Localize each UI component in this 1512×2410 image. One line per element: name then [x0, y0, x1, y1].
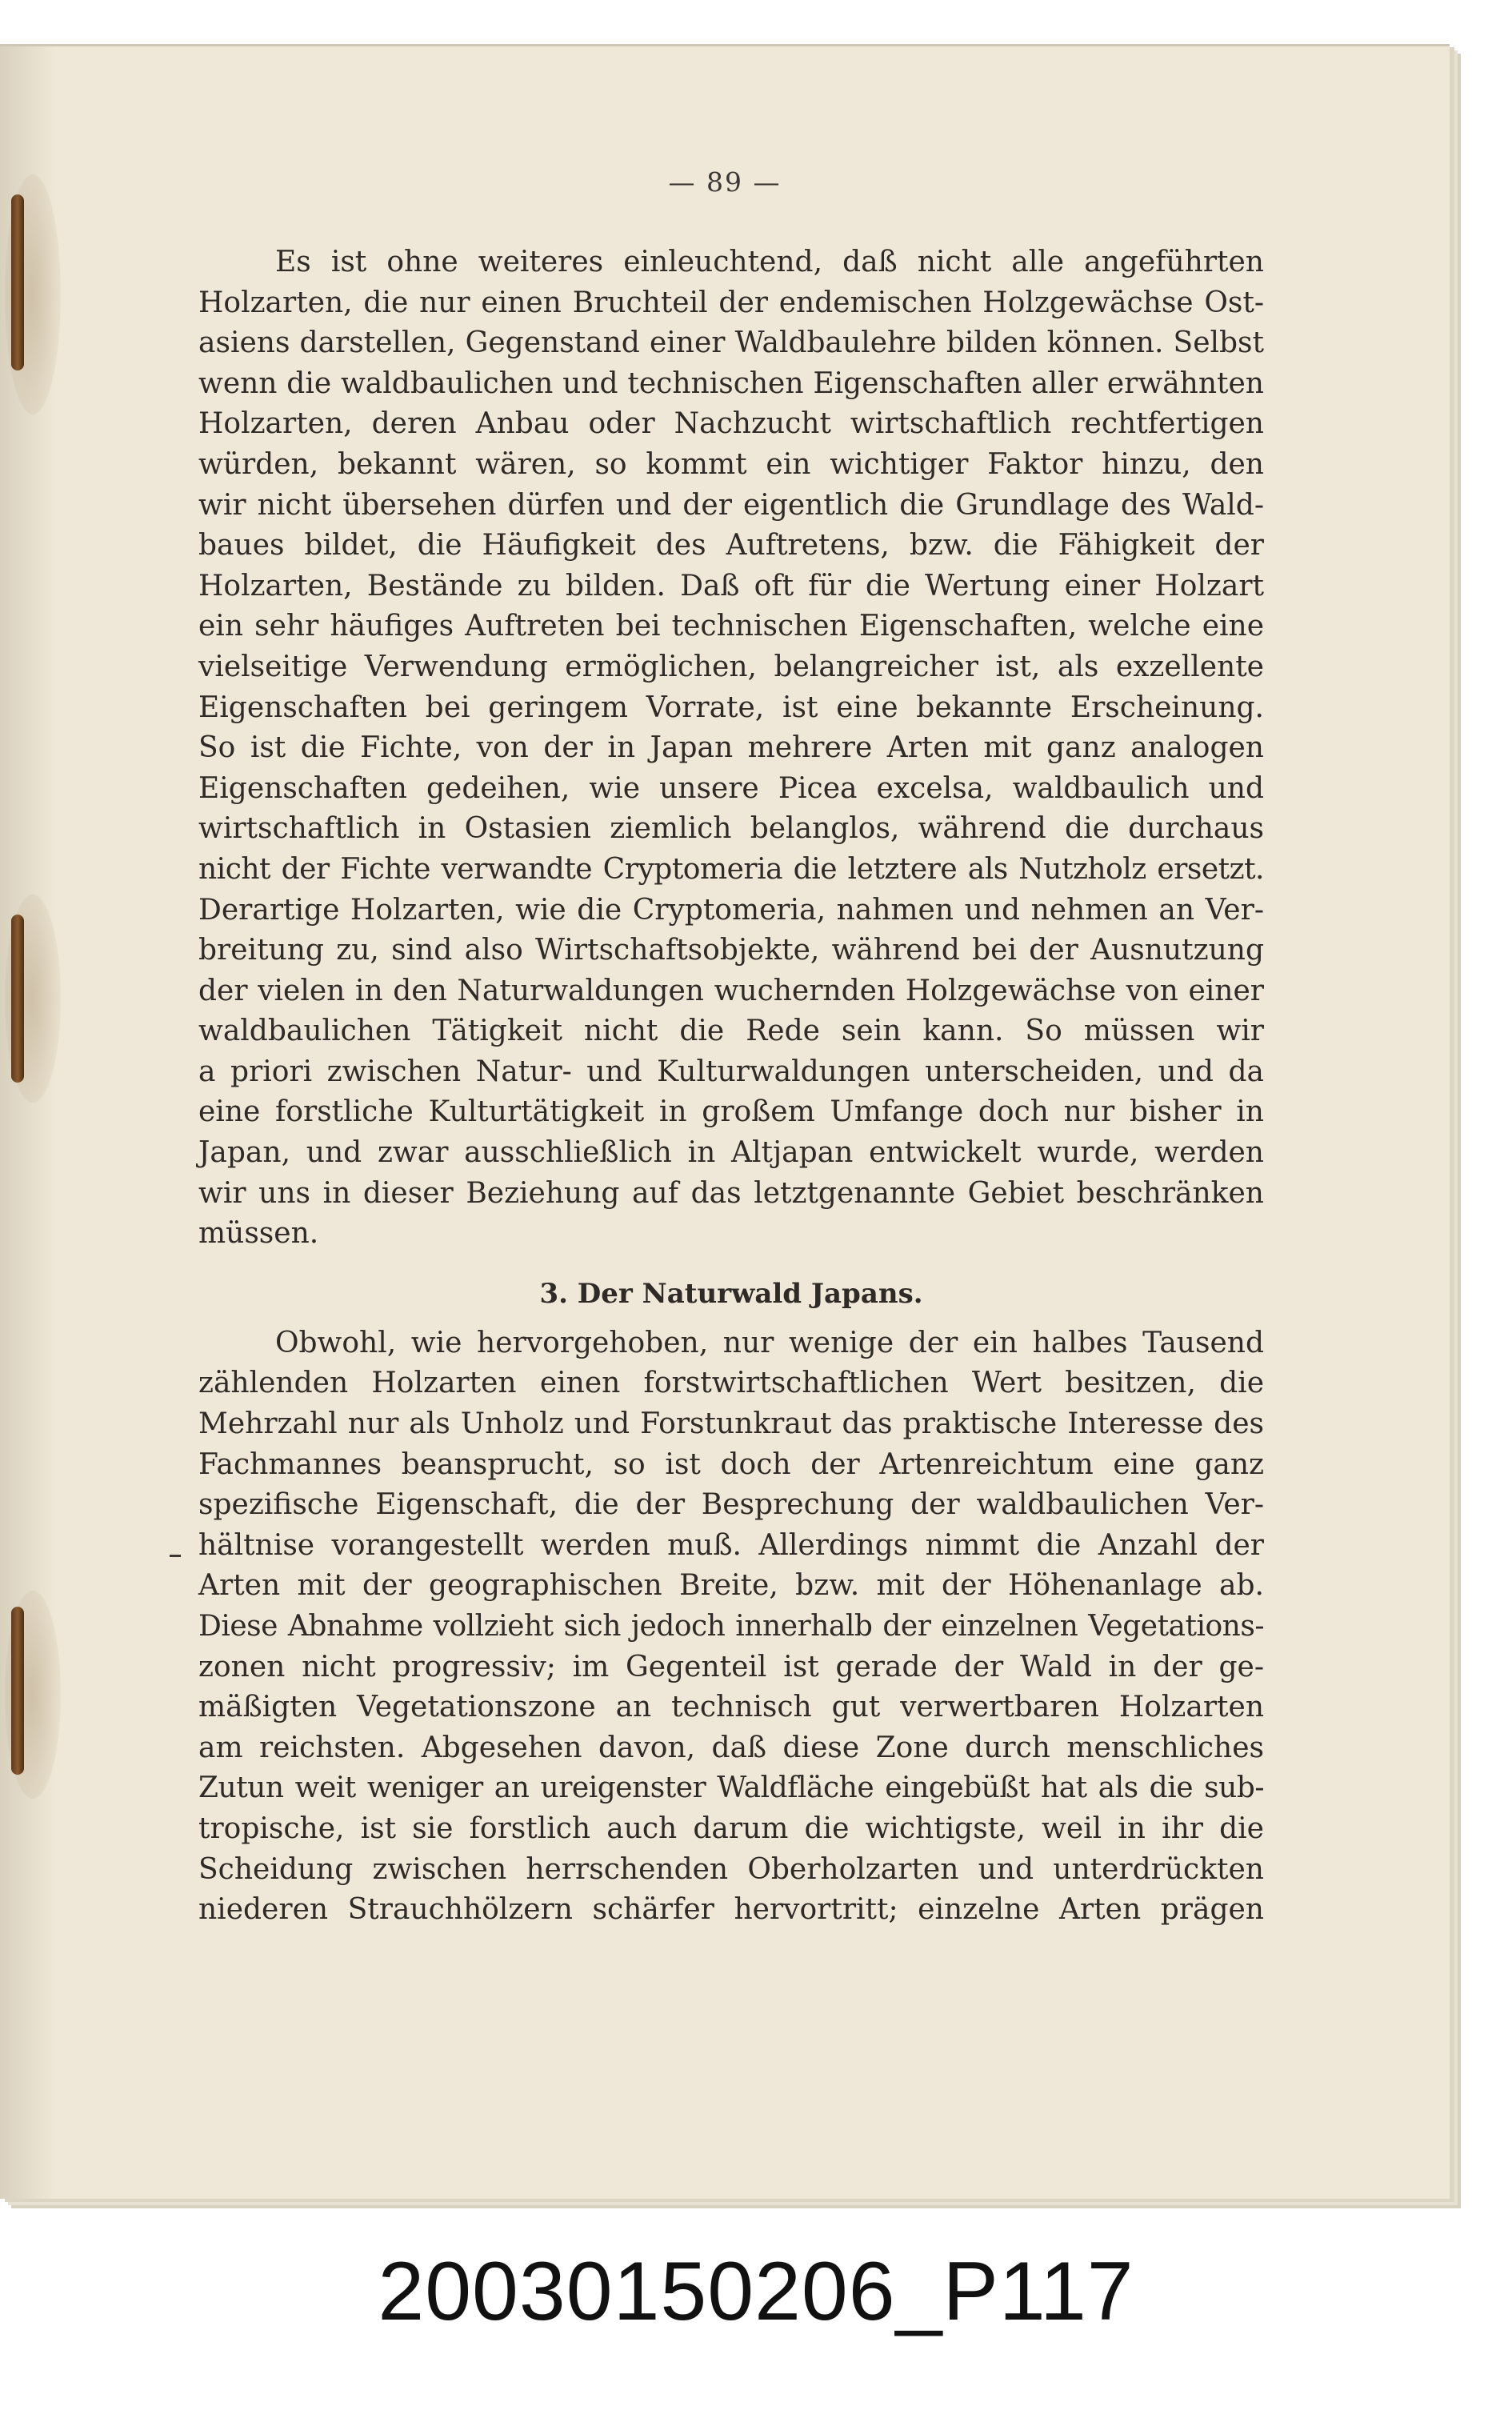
- text-line: Arten mit der geographischen Breite, bzw. mit der Höhenanlage ab.: [198, 1569, 1264, 1603]
- text-line: wenn die waldbaulichen und technischen Eigenschaften aller erwähnten: [198, 366, 1264, 400]
- text-line: Derartige Holzarten, wie die Cryptomeria, nahmen und nehmen an Ver-: [198, 893, 1264, 927]
- body-text: [198, 242, 1264, 1931]
- text-line: baues bildet, die Häufigkeit des Auftretens, bzw. die Fähigkeit der: [198, 529, 1264, 562]
- text-line: spezifische Eigenschaft, die der Besprechung der waldbaulichen Ver-: [198, 1488, 1264, 1522]
- text-line: breitung zu, sind also Wirtschaftsobjekte, während bei der Ausnutzung: [198, 934, 1264, 967]
- text-line: vielseitige Verwendung ermöglichen, belangreicher ist, als exzellente: [198, 650, 1264, 683]
- text-line: asiens darstellen, Gegenstand einer Waldbaulehre bilden können. Selbst: [198, 326, 1264, 360]
- text-line: wir uns in dieser Beziehung auf das letztgenannte Gebiet beschränken: [198, 1176, 1264, 1210]
- text-line: ein sehr häufiges Auftreten bei technischen Eigenschaften, welche eine: [198, 610, 1264, 643]
- text-line: wirtschaftlich in Ostasien ziemlich belanglos, während die durchaus: [198, 812, 1264, 846]
- text-line: Japan, und zwar ausschließlich in Altjapan entwickelt wurde, werden: [198, 1136, 1264, 1170]
- text-line: mäßigten Vegetationszone an technisch gut verwertbaren Holzarten: [198, 1691, 1264, 1724]
- text-line: Diese Abnahme vollzieht sich jedoch innerhalb der einzelnen Vegetations-: [198, 1610, 1264, 1643]
- margin-mark: [170, 1555, 181, 1557]
- text-line: niederen Strauchhölzern schärfer hervortritt; einzelne Arten prägen: [198, 1893, 1264, 1927]
- text-line: tropische, ist sie forstlich auch darum die wichtigste, weil in ihr die: [198, 1812, 1264, 1845]
- binding-stitch: [11, 1607, 24, 1775]
- text-line: Holzarten, deren Anbau oder Nachzucht wirtschaftlich rechtfertigen: [198, 407, 1264, 441]
- text-line: zählenden Holzarten einen forstwirtschaftlichen Wert besitzen, die: [198, 1367, 1264, 1400]
- text-line: zonen nicht progressiv; im Gegenteil ist gerade der Wald in der ge-: [198, 1650, 1264, 1683]
- text-line: nicht der Fichte verwandte Cryptomeria die letztere als Nutzholz ersetzt.: [198, 852, 1264, 886]
- text-line: Fachmannes beansprucht, so ist doch der Artenreichtum eine ganz: [198, 1447, 1264, 1481]
- text-line: müssen.: [198, 1217, 319, 1251]
- text-line: würden, bekannt wären, so kommt ein wichtiger Faktor hinzu, den: [198, 447, 1264, 481]
- text-line: waldbaulichen Tätigkeit nicht die Rede sein kann. So müssen wir: [198, 1015, 1264, 1048]
- page-number: — 89 —: [668, 166, 782, 198]
- text-line: am reichsten. Abgesehen davon, daß diese Zone durch menschliches: [198, 1731, 1264, 1764]
- text-line: Scheidung zwischen herrschenden Oberholzarten und unterdrückten: [198, 1852, 1264, 1886]
- text-line: Obwohl, wie hervorgehoben, nur wenige der ein halbes Tausend: [275, 1326, 1264, 1359]
- text-line: Mehrzahl nur als Unholz und Forstunkraut das praktische Interesse des: [198, 1407, 1264, 1441]
- text-line: Zutun weit weniger an ureigenster Waldfläche eingebüßt hat als die sub-: [198, 1771, 1264, 1805]
- archive-id: 20030150206_P117: [378, 2245, 1134, 2338]
- text-line: hältnise vorangestellt werden muß. Allerdings nimmt die Anzahl der: [198, 1528, 1264, 1562]
- text-line: Holzarten, die nur einen Bruchteil der endemischen Holzgewächse Ost-: [198, 286, 1264, 319]
- paragraph-2: [198, 1323, 1264, 1931]
- binding-stitch: [11, 915, 24, 1083]
- binding-stitch: [11, 194, 24, 370]
- text-line: eine forstliche Kulturtätigkeit in großem Umfange doch nur bisher in: [198, 1095, 1264, 1129]
- text-line: Eigenschaften bei geringem Vorrate, ist eine bekannte Erscheinung.: [198, 691, 1264, 724]
- book-page: [0, 44, 1450, 2199]
- text-line: wir nicht übersehen dürfen und der eigentlich die Grundlage des Wald-: [198, 488, 1264, 522]
- text-line: Es ist ohne weiteres einleuchtend, daß nicht alle angeführten: [275, 246, 1264, 278]
- text-line: So ist die Fichte, von der in Japan mehrere Arten mit ganz analogen: [198, 731, 1264, 765]
- paragraph-1: [198, 242, 1264, 1255]
- text-line: a priori zwischen Natur- und Kulturwaldungen unterscheiden, und da: [198, 1055, 1264, 1088]
- text-line: der vielen in den Naturwaldungen wuchernden Holzgewächse von einer: [198, 974, 1264, 1007]
- text-line: Eigenschaften gedeihen, wie unsere Picea excelsa, waldbaulich und: [198, 771, 1264, 805]
- text-line: Holzarten, Bestände zu bilden. Daß oft für die Wertung einer Holzart: [198, 569, 1264, 602]
- section-heading: 3. Der Naturwald Japans.: [539, 1277, 923, 1310]
